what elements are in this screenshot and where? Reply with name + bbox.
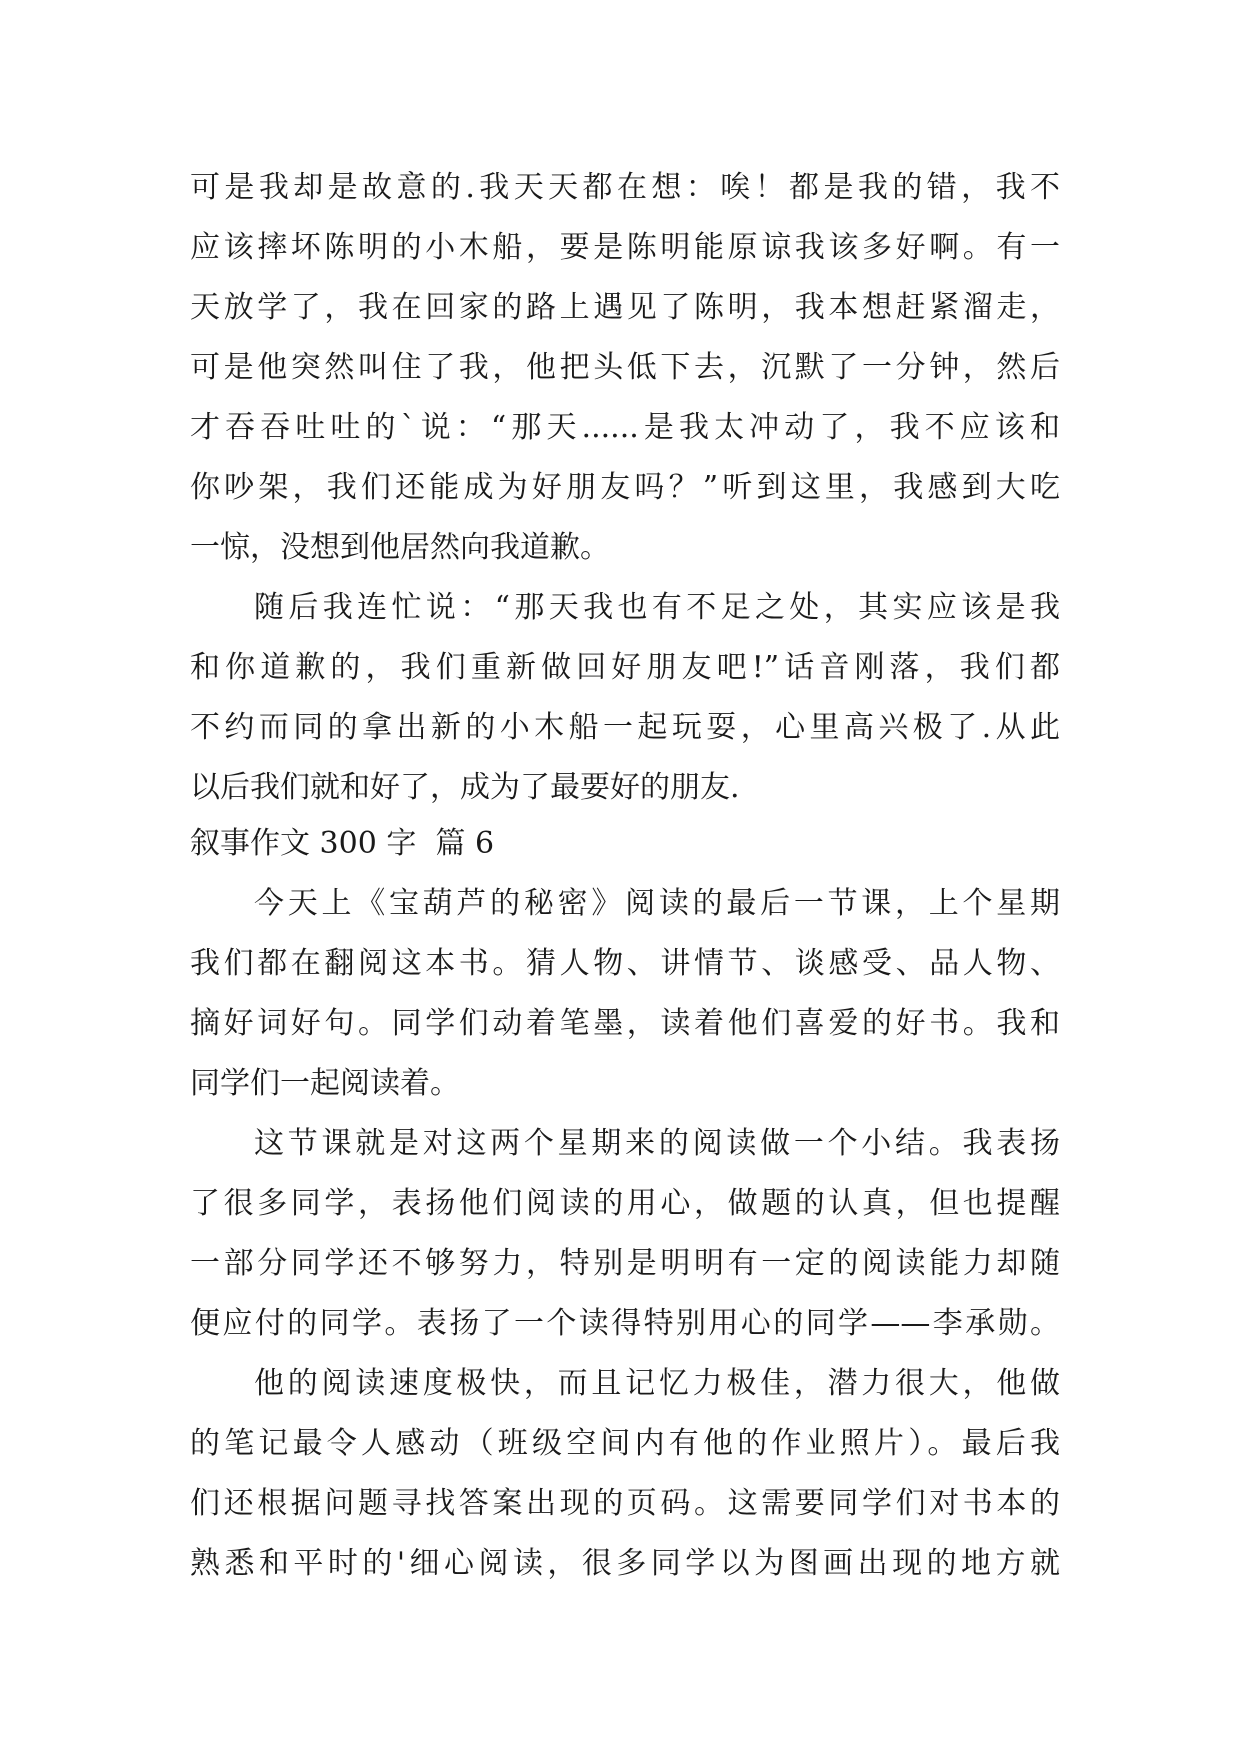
paragraph-line: 你吵架，我们还能成为好朋友吗？”听到这里，我感到大吃 <box>190 470 1060 505</box>
paragraph-line: 的笔记最令人感动（班级空间内有他的作业照片）。最后我 <box>190 1426 1060 1461</box>
paragraph-line: 可是我却是故意的.我天天都在想：唉！都是我的错，我不 <box>190 170 1060 205</box>
paragraph-line: 一惊，没想到他居然向我道歉。 <box>190 530 610 565</box>
paragraph-line: 同学们一起阅读着。 <box>190 1066 460 1101</box>
paragraph-line: 天放学了，我在回家的路上遇见了陈明，我本想赶紧溜走， <box>190 290 1060 325</box>
paragraph-first-line: 这节课就是对这两个星期来的阅读做一个小结。我表扬 <box>254 1126 1060 1161</box>
paragraph-line: 应该摔坏陈明的小木船，要是陈明能原谅我该多好啊。有一 <box>190 230 1060 265</box>
paragraph-first-line: 他的阅读速度极快，而且记忆力极佳，潜力很大，他做 <box>254 1366 1060 1401</box>
paragraph-line: 了很多同学，表扬他们阅读的用心，做题的认真，但也提醒 <box>190 1186 1060 1221</box>
paragraph-line: 不约而同的拿出新的小木船一起玩耍，心里高兴极了.从此 <box>190 710 1060 745</box>
paragraph-line: 才吞吞吐吐的`说：“那天......是我太冲动了，我不应该和 <box>190 410 1060 445</box>
paragraph-first-line: 今天上《宝葫芦的秘密》阅读的最后一节课，上个星期 <box>254 886 1060 921</box>
essay-heading: 叙事作文 300 字 篇 6 <box>190 826 495 861</box>
paragraph-line: 们还根据问题寻找答案出现的页码。这需要同学们对书本的 <box>190 1486 1060 1521</box>
paragraph-line: 熟悉和平时的'细心阅读，很多同学以为图画出现的地方就 <box>190 1546 1060 1581</box>
paragraph-line: 便应付的同学。表扬了一个读得特别用心的同学——李承勋。 <box>190 1306 1060 1341</box>
paragraph-first-line: 随后我连忙说：“那天我也有不足之处，其实应该是我 <box>254 590 1060 625</box>
paragraph-line: 以后我们就和好了，成为了最要好的朋友. <box>190 770 740 805</box>
paragraph-line: 摘好词好句。同学们动着笔墨，读着他们喜爱的好书。我和 <box>190 1006 1060 1041</box>
paragraph-line: 我们都在翻阅这本书。猜人物、讲情节、谈感受、品人物、 <box>190 946 1060 981</box>
paragraph-line: 和你道歉的，我们重新做回好朋友吧!”话音刚落，我们都 <box>190 650 1060 685</box>
paragraph-line: 可是他突然叫住了我，他把头低下去，沉默了一分钟，然后 <box>190 350 1060 385</box>
paragraph-line: 一部分同学还不够努力，特别是明明有一定的阅读能力却随 <box>190 1246 1060 1281</box>
